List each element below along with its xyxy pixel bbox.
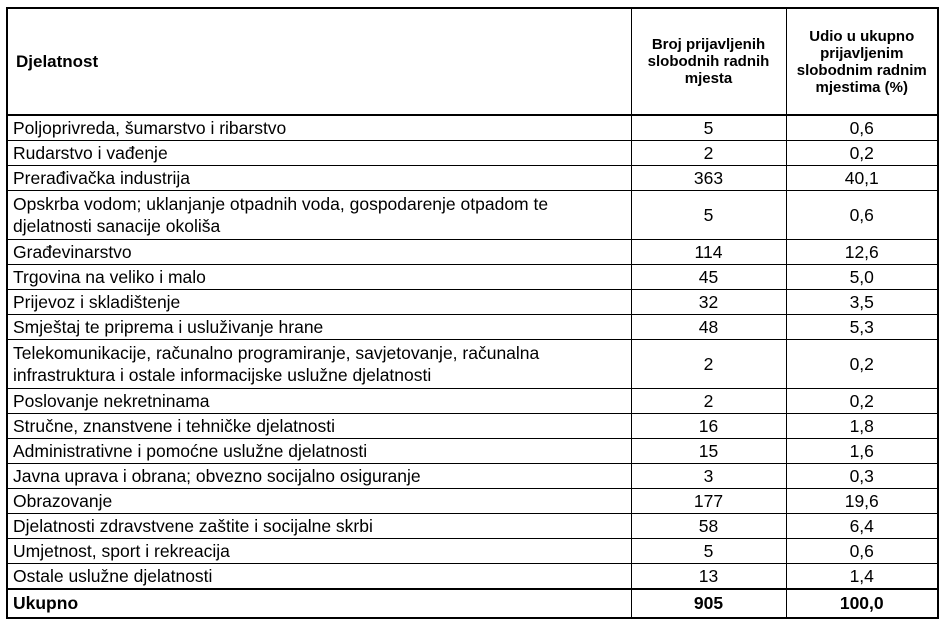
count-cell: 13: [631, 564, 786, 590]
activity-cell: Građevinarstvo: [7, 240, 631, 265]
total-share: 100,0: [786, 589, 938, 618]
activity-cell: Javna uprava i obrana; obvezno socijalno osiguranje: [7, 464, 631, 489]
share-cell: 0,6: [786, 539, 938, 564]
table-row: [7, 141, 938, 166]
share-cell: 0,2: [786, 340, 938, 389]
activity-cell: Umjetnost, sport i rekreacija: [7, 539, 631, 564]
count-cell: 363: [631, 166, 786, 191]
share-cell: 19,6: [786, 489, 938, 514]
activity-cell: Stručne, znanstvene i tehničke djelatnosti: [7, 414, 631, 439]
activity-cell: Poslovanje nekretninama: [7, 389, 631, 414]
count-cell: 48: [631, 315, 786, 340]
share-cell: 1,6: [786, 439, 938, 464]
table-row: [7, 290, 938, 315]
activity-cell: Prijevoz i skladištenje: [7, 290, 631, 315]
header-count: Broj prijavljenih slobodnih radnih mjesta: [631, 8, 786, 115]
count-cell: 2: [631, 389, 786, 414]
activity-cell: Poljoprivreda, šumarstvo i ribarstvo: [7, 115, 631, 141]
header-row: [7, 8, 938, 115]
share-cell: 5,3: [786, 315, 938, 340]
count-cell: 15: [631, 439, 786, 464]
share-cell: 3,5: [786, 290, 938, 315]
count-cell: 114: [631, 240, 786, 265]
header-share: Udio u ukupno prijavljenim slobodnim radnim mjestima (%): [786, 8, 938, 115]
activity-cell: Administrativne i pomoćne uslužne djelatnosti: [7, 439, 631, 464]
table-row: [7, 166, 938, 191]
header-activity: Djelatnost: [7, 8, 631, 115]
activity-cell: Rudarstvo i vađenje: [7, 141, 631, 166]
activity-cell: Obrazovanje: [7, 489, 631, 514]
table-row: [7, 115, 938, 141]
table-row: [7, 439, 938, 464]
share-cell: 12,6: [786, 240, 938, 265]
share-cell: 1,4: [786, 564, 938, 590]
table-row: [7, 191, 938, 240]
table-row: [7, 389, 938, 414]
count-cell: 5: [631, 539, 786, 564]
table-row: [7, 240, 938, 265]
activity-cell: Telekomunikacije, računalno programiranje, savjetovanje, računalna infrastruktura i ostale informacijske uslužne djelatnosti: [7, 340, 631, 389]
share-cell: 0,6: [786, 115, 938, 141]
table-row: [7, 489, 938, 514]
share-cell: 0,2: [786, 141, 938, 166]
activity-cell: Trgovina na veliko i malo: [7, 265, 631, 290]
table-row: [7, 265, 938, 290]
table-row: [7, 414, 938, 439]
share-cell: 0,6: [786, 191, 938, 240]
total-count: 905: [631, 589, 786, 618]
activity-cell: Smještaj te priprema i usluživanje hrane: [7, 315, 631, 340]
table-row: [7, 564, 938, 590]
count-cell: 5: [631, 191, 786, 240]
count-cell: 5: [631, 115, 786, 141]
table-row: [7, 340, 938, 389]
count-cell: 45: [631, 265, 786, 290]
table-row: [7, 315, 938, 340]
share-cell: 0,2: [786, 389, 938, 414]
count-cell: 2: [631, 340, 786, 389]
share-cell: 0,3: [786, 464, 938, 489]
activity-cell: Djelatnosti zdravstvene zaštite i socijalne skrbi: [7, 514, 631, 539]
activity-cell: Prerađivačka industrija: [7, 166, 631, 191]
total-label: Ukupno: [7, 589, 631, 618]
employment-table: [6, 7, 939, 619]
count-cell: 32: [631, 290, 786, 315]
activity-cell: Opskrba vodom; uklanjanje otpadnih voda, gospodarenje otpadom te djelatnosti sanacije okoliša: [7, 191, 631, 240]
share-cell: 40,1: [786, 166, 938, 191]
count-cell: 3: [631, 464, 786, 489]
count-cell: 58: [631, 514, 786, 539]
count-cell: 2: [631, 141, 786, 166]
share-cell: 1,8: [786, 414, 938, 439]
table-row: [7, 464, 938, 489]
count-cell: 177: [631, 489, 786, 514]
share-cell: 5,0: [786, 265, 938, 290]
count-cell: 16: [631, 414, 786, 439]
table-row: [7, 514, 938, 539]
share-cell: 6,4: [786, 514, 938, 539]
total-row: [7, 589, 938, 618]
table-row: [7, 539, 938, 564]
activity-cell: Ostale uslužne djelatnosti: [7, 564, 631, 590]
